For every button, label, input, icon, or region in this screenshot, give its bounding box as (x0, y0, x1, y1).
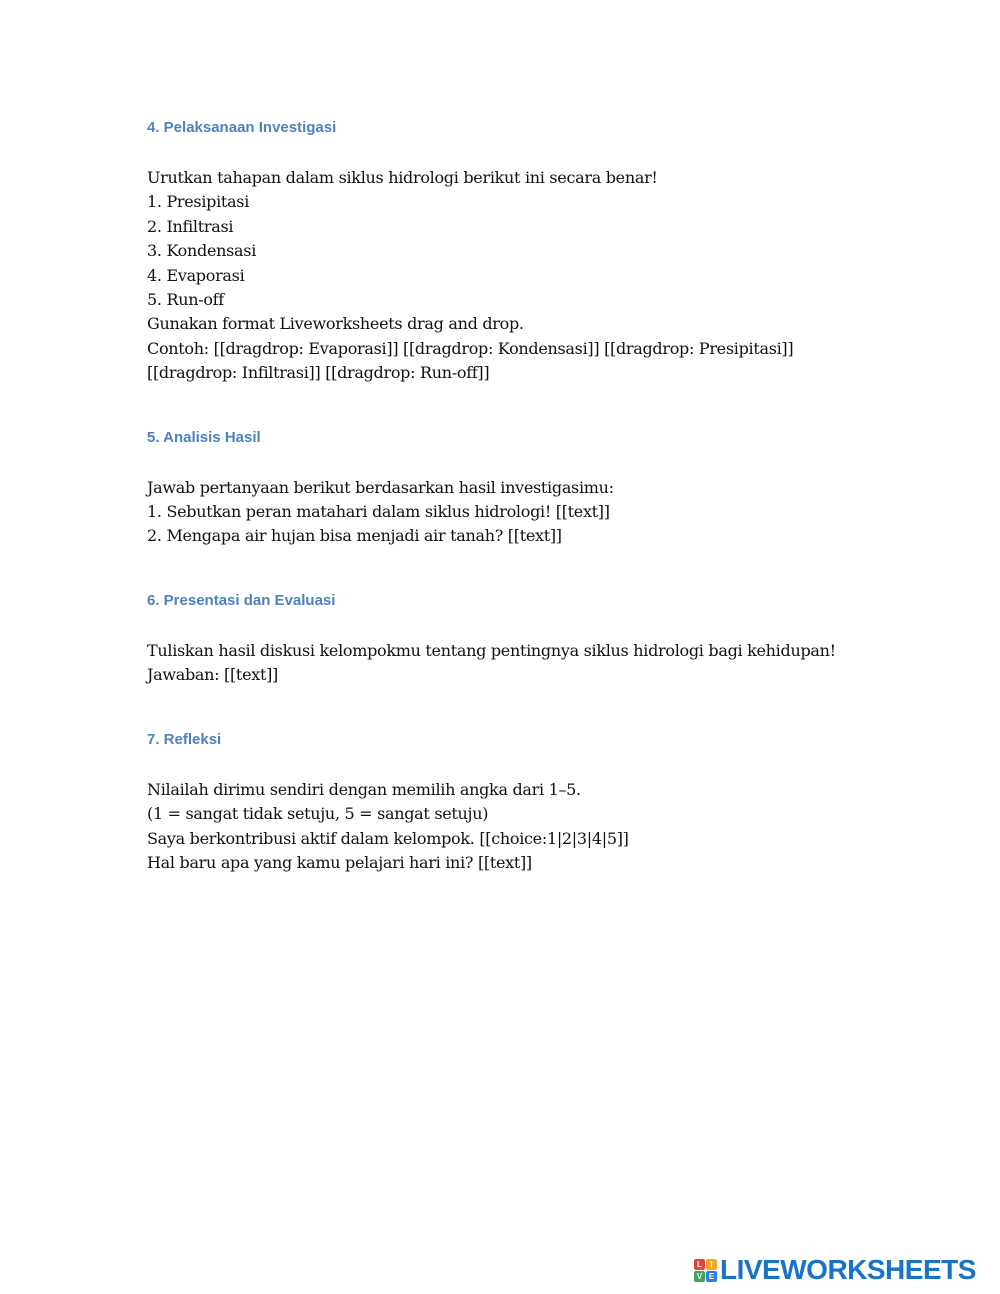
instruction-text: Jawab pertanyaan berikut berdasarkan hasil investigasimu: (147, 477, 614, 497)
question-item: Saya berkontribusi aktif dalam kelompok. [[choice:1|2|3|4|5]] (147, 828, 629, 848)
instruction-text: Urutkan tahapan dalam siklus hidrologi berikut ini secara benar! (147, 168, 658, 187)
liveworksheets-logo (694, 1254, 976, 1286)
logo-letter-l: L (694, 1259, 705, 1270)
answer-line: Jawaban: [[text]] (147, 665, 278, 685)
section-heading: 7. Refleksi (147, 730, 222, 748)
section-presentasi-evaluasi (147, 589, 937, 688)
section-analisis-hasil (147, 426, 937, 549)
format-note: Gunakan format Liveworksheets drag and drop. (147, 314, 524, 334)
section-pelaksanaan-investigasi (147, 116, 937, 386)
question-item: 1. Sebutkan peran matahari dalam siklus hidrologi! [[text]] (147, 502, 610, 522)
question-item: Hal baru apa yang kamu pelajari hari ini? [[text]] (147, 852, 532, 872)
instruction-text: Nilailah dirimu sendiri dengan memilih angka dari 1–5. (147, 779, 581, 799)
logo-letter-v: V (694, 1271, 705, 1282)
section-heading: 6. Presentasi dan Evaluasi (147, 591, 336, 609)
liveworksheets-logo-icon (694, 1259, 717, 1282)
list-item: 3. Kondensasi (147, 241, 257, 261)
dragdrop-example-line: [[dragdrop: Infiltrasi]] [[dragdrop: Run-off]] (147, 363, 490, 383)
scale-note: (1 = sangat tidak setuju, 5 = sangat setuju) (147, 804, 489, 824)
section-heading: 4. Pelaksanaan Investigasi (147, 119, 337, 136)
instruction-text: Tuliskan hasil diskusi kelompokmu tentang pentingnya siklus hidrologi bagi kehidupan! (147, 640, 836, 660)
section-heading: 5. Analisis Hasil (147, 428, 261, 446)
logo-letter-i: I (706, 1259, 717, 1270)
list-item: 4. Evaporasi (147, 265, 245, 285)
question-item: 2. Mengapa air hujan bisa menjadi air tanah? [[text]] (147, 526, 562, 546)
section-refleksi (147, 728, 937, 876)
list-item: 1. Presipitasi (147, 192, 250, 212)
logo-wordmark: LIVEWORKSHEETS (720, 1254, 976, 1285)
logo-letter-e: E (706, 1271, 717, 1282)
worksheet-content (147, 116, 937, 875)
list-item: 5. Run-off (147, 290, 224, 310)
list-item: 2. Infiltrasi (147, 216, 234, 236)
dragdrop-example-line: Contoh: [[dragdrop: Evaporasi]] [[dragdrop: Kondensasi]] [[dragdrop: Presipitasi]] (147, 338, 794, 358)
